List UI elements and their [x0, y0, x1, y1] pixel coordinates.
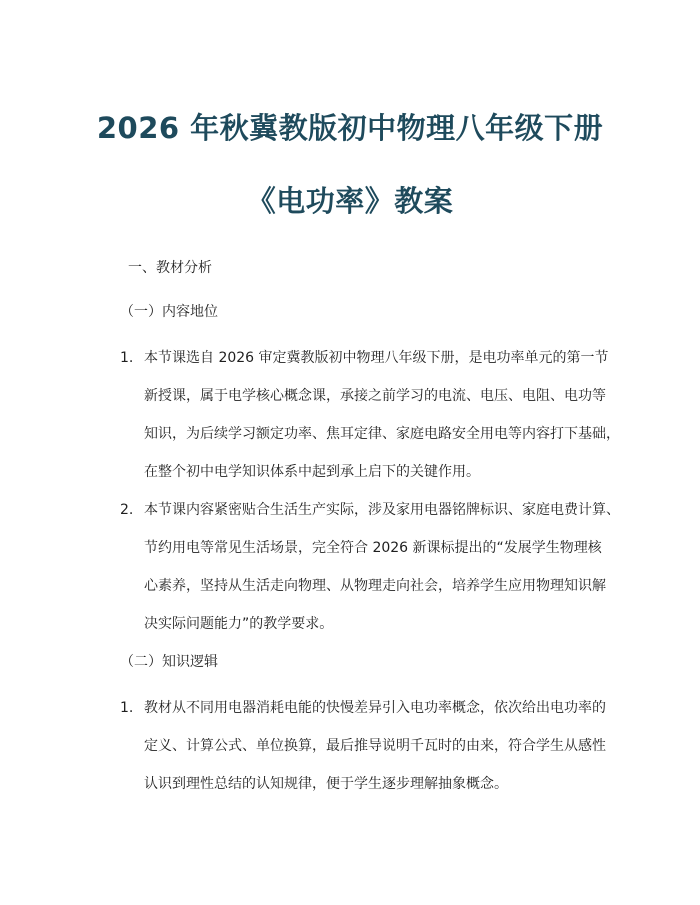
list-item-line: 教材从不同用电器消耗电能的快慢差异引入电功率概念，依次给出电功率的: [144, 700, 606, 716]
list-item-line: 认识到理性总结的认知规律，便于学生逐步理解抽象概念。: [144, 776, 508, 792]
document-title-line-2: 《电功率》教案: [246, 184, 454, 218]
subsection-heading-knowledge-logic: （二）知识逻辑: [120, 654, 218, 670]
list-item-line: 在整个初中电学知识体系中起到承上启下的关键作用。: [144, 464, 480, 480]
list-item-number: 2.: [120, 502, 134, 518]
list-item-line: 新授课，属于电学核心概念课，承接之前学习的电流、电压、电阻、电功等: [144, 388, 606, 404]
list-item-line: 知识，为后续学习额定功率、焦耳定律、家庭电路安全用电等内容打下基础，: [144, 426, 620, 442]
list-item-number: 1.: [120, 700, 134, 716]
list-item-line: 定义、计算公式、单位换算，最后推导说明千瓦时的由来，符合学生从感性: [144, 738, 606, 754]
subsection-heading-content-position: （一）内容地位: [120, 304, 218, 320]
list-item-line: 决实际问题能力”的教学要求。: [144, 616, 334, 632]
list-item-line: 心素养，坚持从生活走向物理、从物理走向社会，培养学生应用物理知识解: [144, 578, 606, 594]
list-item: [120, 339, 620, 491]
list-item-number: 1.: [120, 350, 134, 366]
list-item-line: 节约用电等常见生活场景，完全符合 2026 新课标提出的“发展学生物理核: [144, 540, 602, 556]
list-item-line: 本节课内容紧密贴合生活生产实际，涉及家用电器铭牌标识、家庭电费计算、: [144, 502, 620, 518]
list-item: [120, 689, 620, 803]
list-item-line: 本节课选自 2026 审定冀教版初中物理八年级下册，是电功率单元的第一节: [144, 350, 609, 366]
section-heading-textbook-analysis: 一、教材分析: [128, 260, 212, 276]
list-item: [120, 491, 620, 643]
document-title-line-1: 2026 年秋冀教版初中物理八年级下册: [96, 111, 604, 145]
